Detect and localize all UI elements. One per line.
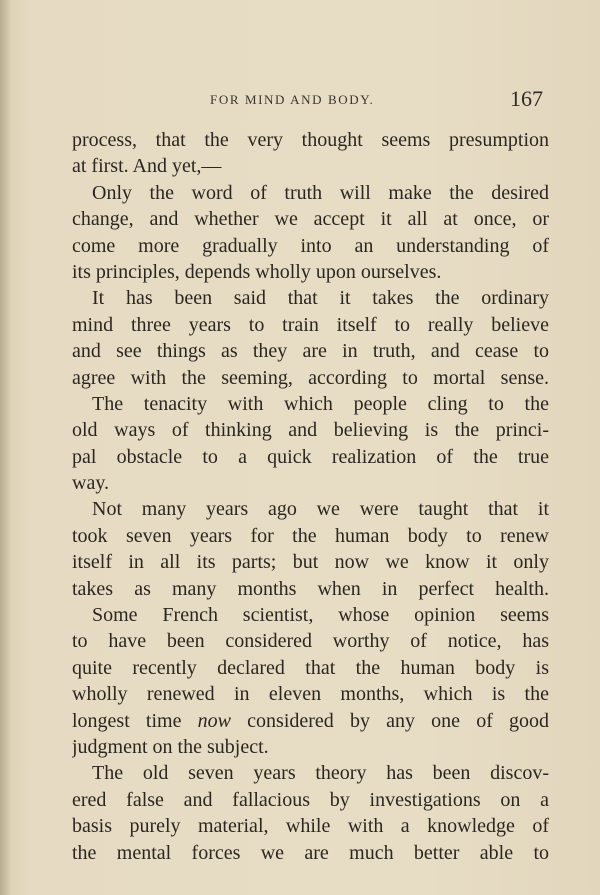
text-line: Not many years ago we were taught that it	[92, 498, 549, 521]
text-line: at first. And yet,—	[72, 155, 222, 178]
text-line: process, that the very thought seems presumption	[72, 129, 549, 151]
text-line: Some French scientist, whose opinion seems	[92, 604, 549, 627]
text-line: quite recently declared that the human body is	[72, 656, 549, 679]
italic-word: now	[197, 709, 231, 732]
text-line: basis purely material, while with a knowledge of	[72, 815, 549, 838]
text-line: took seven years for the human body to renew	[72, 524, 549, 547]
text-segment: longest time	[72, 709, 182, 732]
text-line: takes as many months when in perfect health.	[72, 577, 549, 600]
text-line: The old seven years theory has been discov-	[92, 762, 549, 785]
text-line: The tenacity with which people cling to the	[92, 392, 549, 415]
text-line: and see things as they are in truth, and cease to	[72, 340, 549, 363]
text-segment: considered by any one of good	[247, 709, 549, 732]
text-line: way.	[72, 472, 110, 495]
text-line	[72, 708, 549, 734]
text-line: wholly renewed in eleven months, which is the	[72, 683, 549, 706]
text-line: ered false and fallacious by investigations on a	[72, 788, 549, 811]
text-line: It has been said that it takes the ordinary	[92, 287, 549, 310]
text-line: pal obstacle to a quick realization of the true	[72, 445, 549, 468]
body-text	[72, 127, 549, 866]
text-line: to have been considered worthy of notice, has	[72, 630, 549, 653]
text-line: agree with the seeming, according to mortal sense.	[72, 366, 549, 389]
text-line: Only the word of truth will make the desired	[92, 181, 549, 204]
text-line: its principles, depends wholly upon ourselves.	[72, 260, 442, 283]
text-line: come more gradually into an understanding of	[72, 234, 549, 257]
text-line: old ways of thinking and believing is the princi-	[72, 419, 549, 442]
running-title: FOR MIND AND BODY.	[210, 92, 375, 107]
text-line: judgment on the subject.	[72, 735, 269, 758]
page-number: 167	[510, 86, 543, 111]
page-header	[72, 88, 549, 112]
text-line: change, and whether we accept it all at once, or	[72, 208, 549, 231]
text-line: the mental forces we are much better able to	[72, 841, 549, 864]
text-line: itself in all its parts; but now we know it only	[72, 551, 549, 574]
text-line: mind three years to train itself to really believe	[72, 313, 549, 336]
page-gutter	[0, 0, 10, 895]
